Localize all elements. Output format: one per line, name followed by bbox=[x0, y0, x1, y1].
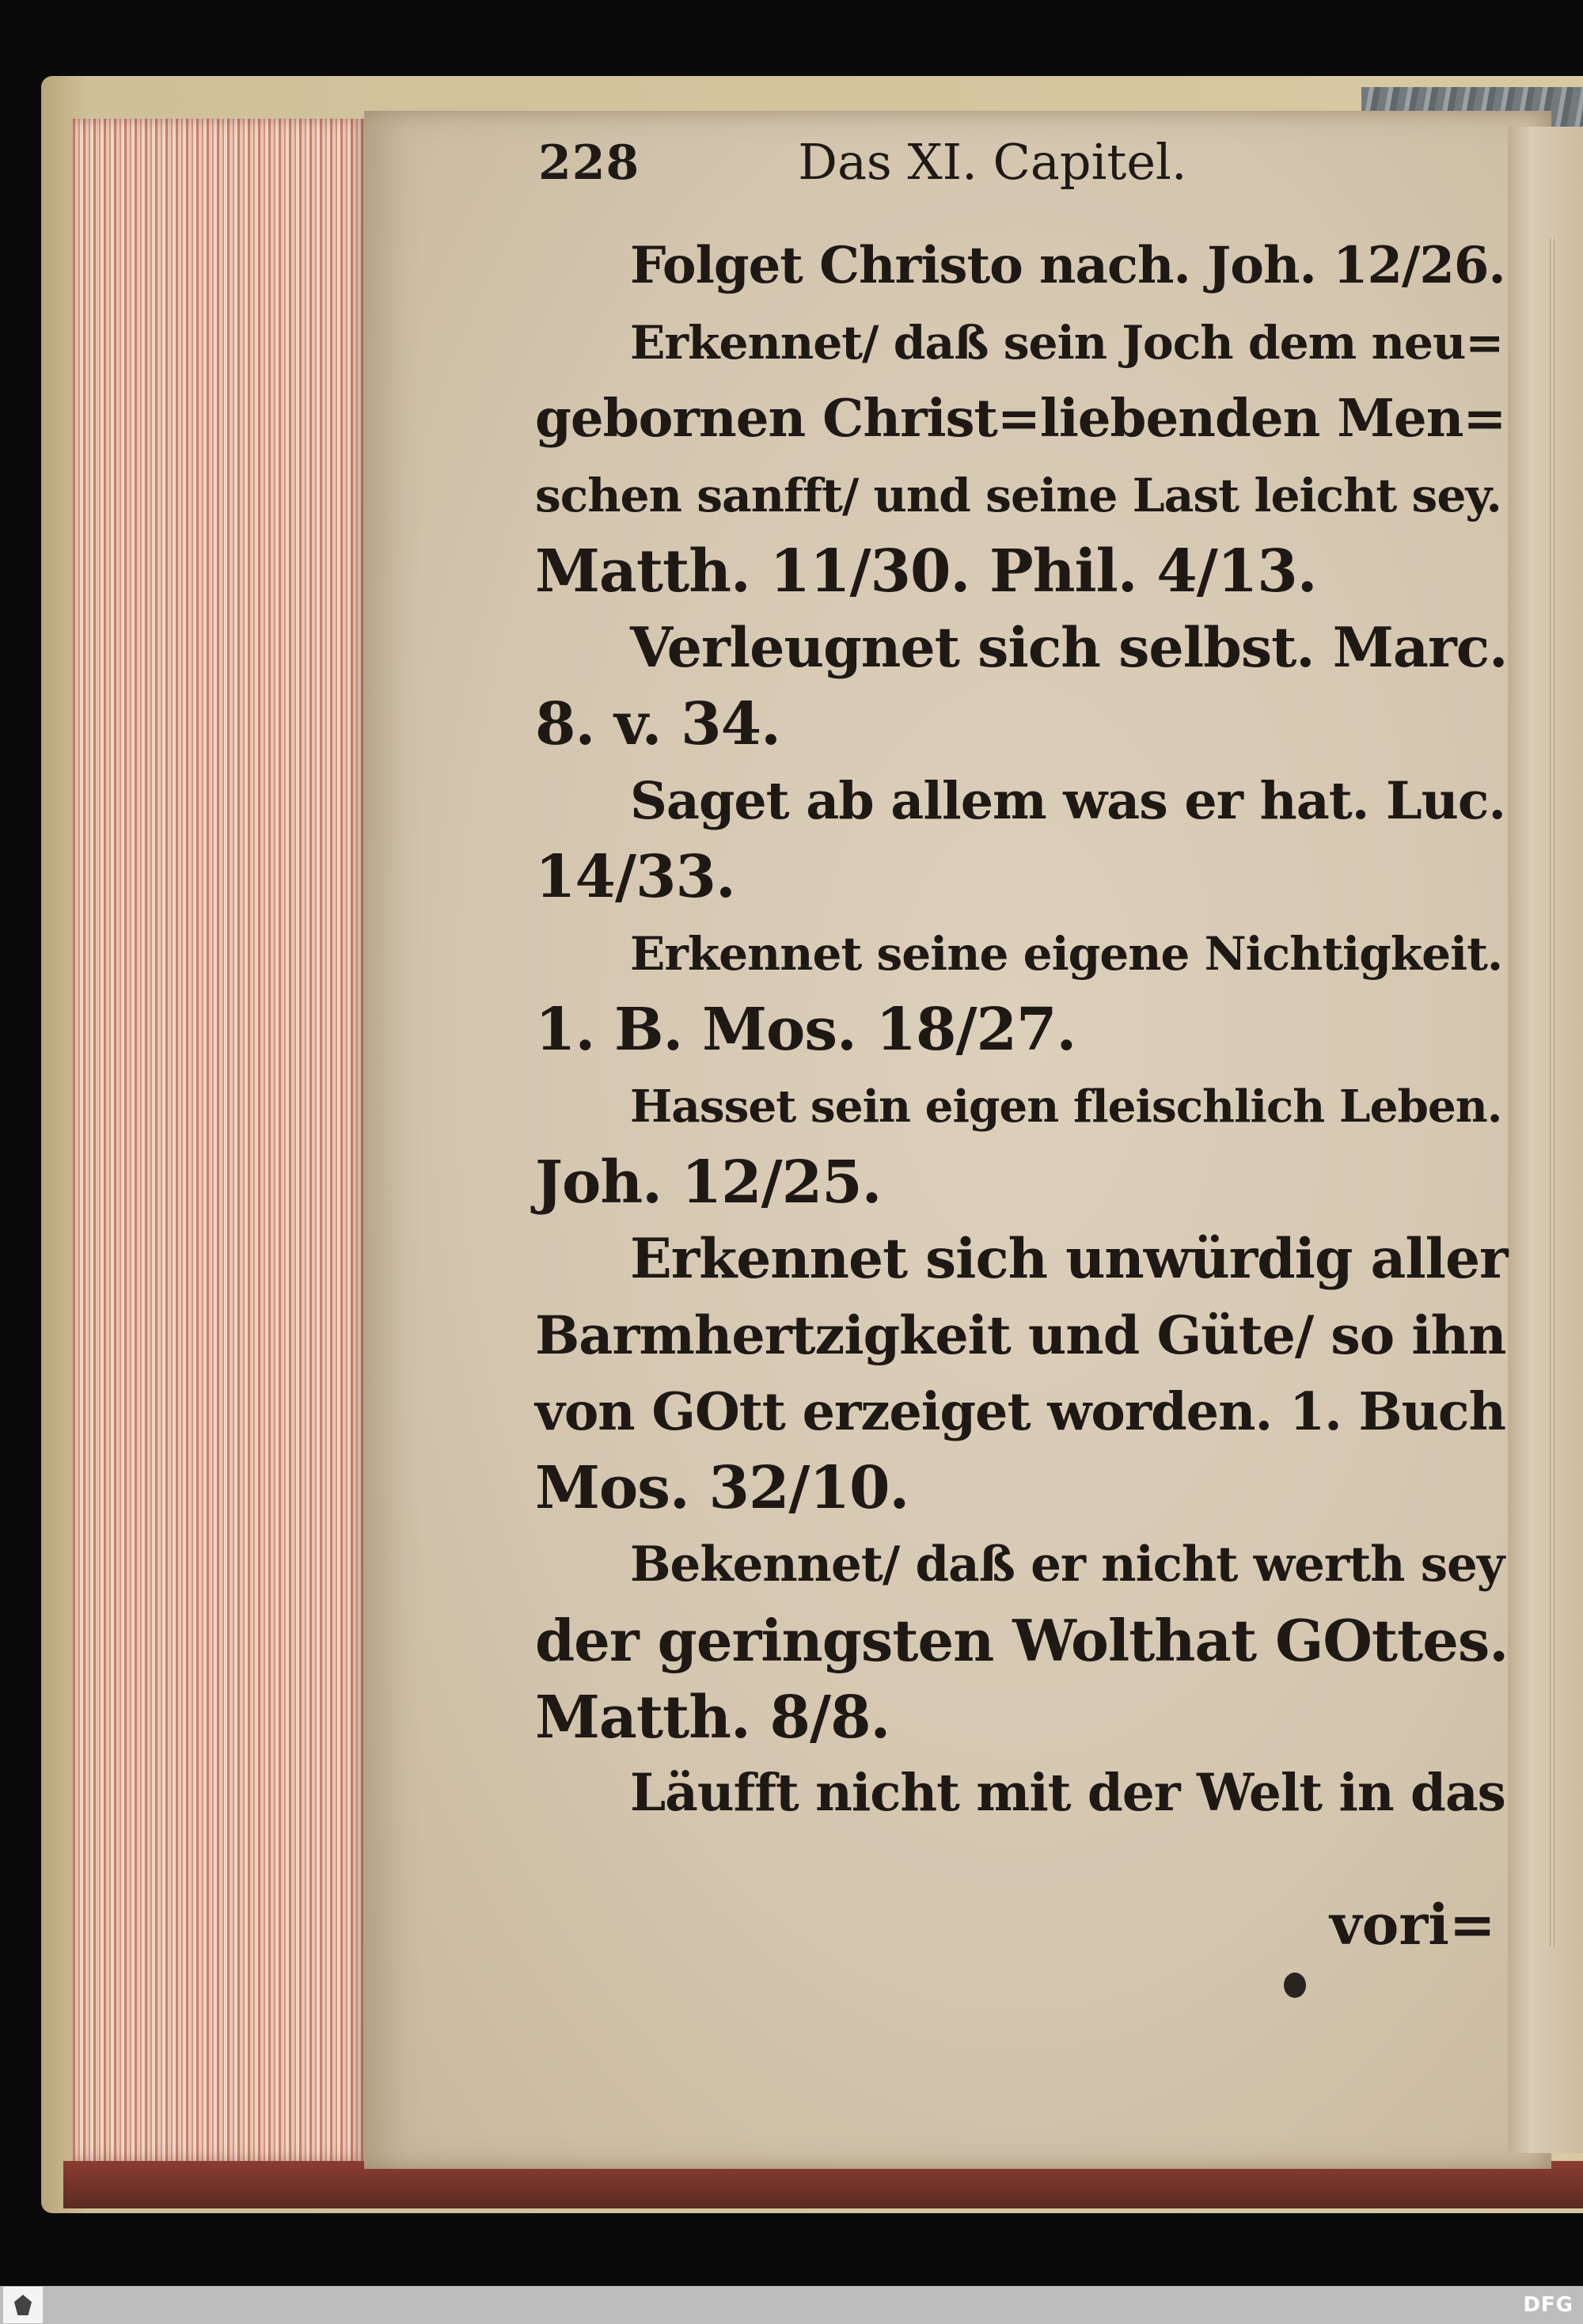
ink-stain bbox=[1284, 1973, 1306, 1998]
dfg-logo: DFG bbox=[1523, 2293, 1574, 2317]
text-line: Mos. 32/10. bbox=[535, 1454, 909, 1522]
catchword: vori= bbox=[1330, 1892, 1496, 1958]
text-line: schen sanfft/ und seine Last leicht sey. bbox=[535, 467, 1501, 522]
text-line: Matth. 11/30. Phil. 4/13. bbox=[535, 537, 1317, 606]
body-text bbox=[535, 228, 1509, 1832]
text-line: Joh. 12/25. bbox=[535, 1149, 882, 1217]
running-head: Das XI. Capitel. bbox=[798, 133, 1187, 191]
page-header bbox=[538, 133, 1282, 191]
text-line: 1. B. Mos. 18/27. bbox=[535, 996, 1076, 1064]
text-line: Matth. 8/8. bbox=[535, 1683, 890, 1752]
text-line: 8. v. 34. bbox=[535, 690, 780, 758]
text-line: der geringsten Wolthat GOttes. bbox=[535, 1608, 1509, 1674]
text-line: von GOtt erzeiget worden. 1. Buch bbox=[535, 1381, 1505, 1442]
text-line: Verleugnet sich selbst. Marc. bbox=[630, 615, 1508, 680]
text-line: Läufft nicht mit der Welt in das bbox=[630, 1764, 1505, 1823]
text-line: Barmhertzigkeit und Güte/ so ihn bbox=[535, 1304, 1506, 1366]
binding-thread bbox=[1550, 237, 1555, 1947]
library-logo-icon bbox=[3, 2287, 43, 2323]
text-line: 14/33. bbox=[535, 843, 735, 911]
page-stack-edge bbox=[73, 119, 367, 2161]
text-line: Saget ab allem was er hat. Luc. bbox=[630, 770, 1505, 831]
text-line: Erkennet/ daß sein Joch dem neu= bbox=[630, 314, 1504, 370]
text-line: Hasset sein eigen fleischlich Leben. bbox=[630, 1080, 1502, 1133]
text-line: Erkennet seine eigene Nichtigkeit. bbox=[630, 925, 1503, 981]
text-line: Folget Christo nach. Joh. 12/26. bbox=[630, 236, 1505, 295]
page-gutter bbox=[1508, 127, 1583, 2153]
text-line: gebornen Christ=liebenden Men= bbox=[535, 388, 1506, 449]
viewer-footer-bar bbox=[0, 2286, 1583, 2324]
text-line: Erkennet sich unwürdig aller bbox=[630, 1226, 1508, 1291]
page-number: 228 bbox=[538, 135, 640, 191]
text-line: Bekennet/ daß er nicht werth sey bbox=[630, 1536, 1505, 1593]
